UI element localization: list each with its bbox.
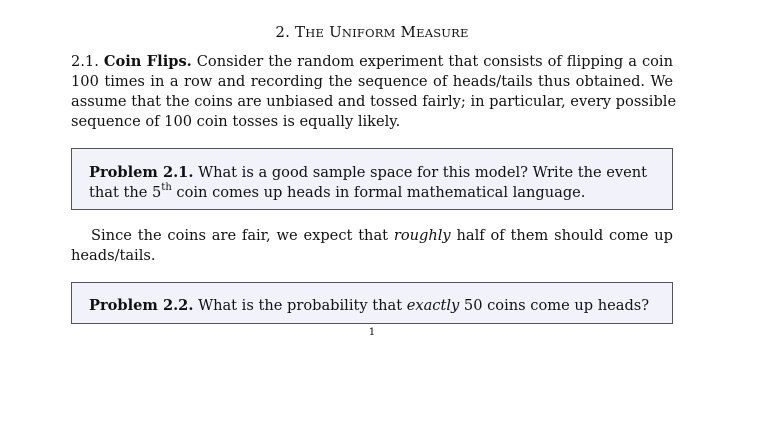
problem-line: Problem 2.1. What is a good sample space for this model? Write the event [89,164,648,181]
problem-label: Problem 2.1. [89,164,194,181]
page-number: 1 [368,326,376,338]
fairness-paragraph [71,226,673,266]
paragraph-line: heads/tails. [71,247,156,264]
coin-flips-paragraph [71,52,677,132]
paragraph-line: Since the coins are fair, we expect that roughly half of them should come up [91,227,674,244]
problem-line: that the 5th coin comes up heads in formal mathematical language. [89,182,586,201]
section-heading: 2. THE UNIFORM MEASURE [275,23,469,41]
problem-2-2-box [71,282,673,324]
paragraph-line: 2.1. Coin Flips. Consider the random experiment that consists of flipping a coin [71,53,673,70]
emphasis: exactly [406,297,460,314]
subsection-number: 2.1. [71,53,99,70]
paragraph-line: assume that the coins are unbiased and tossed fairly; in particular, every possible [71,93,677,110]
section-number: 2. [275,23,291,41]
ordinal-superscript: th [161,182,172,194]
problem-label: Problem 2.2. [89,297,194,314]
problem-2-1-box [71,148,673,210]
emphasis: roughly [393,227,451,244]
subsection-title: Coin Flips. [103,53,192,70]
paragraph-line: 100 times in a row and recording the sequence of heads/tails thus obtained. We [71,73,673,90]
problem-line: Problem 2.2. What is the probability that exactly 50 coins come up heads? [89,297,650,314]
paragraph-line: sequence of 100 coin tosses is equally likely. [71,113,401,130]
